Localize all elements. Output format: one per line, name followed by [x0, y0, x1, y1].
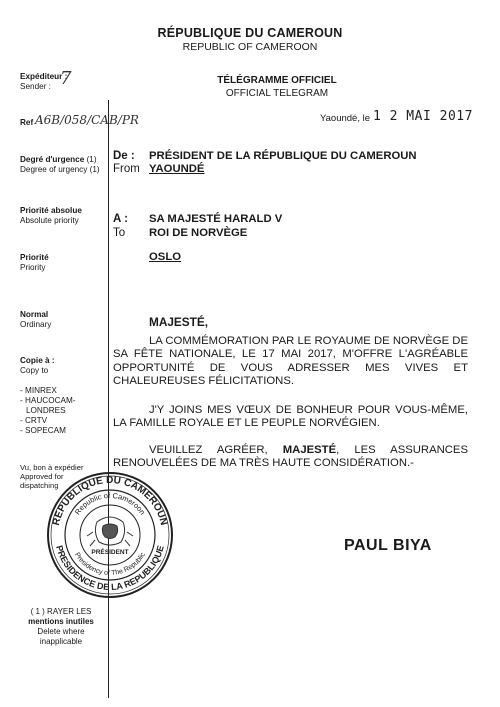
approved-en-2: dispatching: [20, 481, 59, 490]
salutation: MAJESTÉ,: [149, 315, 208, 329]
footer-line-4: inapplicable: [39, 637, 83, 646]
to-label-fr: A :: [113, 213, 128, 225]
dateline-date-stamp: 1 2 MAI 2017: [373, 109, 473, 124]
telegram-title-fr: TÉLÉGRAMME OFFICIEL: [217, 75, 337, 86]
signature-name: PAUL BIYA: [344, 537, 432, 554]
seal-inner-top-text: Republic of Cameroon: [72, 490, 148, 517]
to-line-2: ROI DE NORVÈGE: [149, 227, 248, 239]
footer-line-1: ( 1 ) RAYER LES: [30, 607, 92, 616]
absolute-priority-fr: Priorité absolue: [20, 206, 82, 215]
country-title-fr: RÉPUBLIQUE DU CAMEROUN: [157, 26, 343, 40]
normal-fr: Normal: [20, 310, 49, 319]
copy-to-fr: Copie à :: [20, 356, 55, 365]
seal-outer-bottom-text: PRESIDENCE DE LA REPUBLIQUE: [54, 544, 166, 593]
from-label-en: From: [113, 163, 140, 175]
approved-en-1: Approved for: [20, 472, 64, 481]
message-paragraph-3: [113, 444, 468, 471]
urgency-label-en: Degree of urgency: [20, 165, 88, 174]
message-paragraph-1: LA COMMÉMORATION PAR LE ROYAUME DE NORVÈGE DE SA FÊTE NATIONALE, LE 17 MAI 2017, M'OFFRE L'AGRÉABLE OPPORTUNITÉ DE VOUS ADRESSER MES VIVES ET CHALEUREUSES FÉLICITATIONS.: [113, 335, 468, 388]
seal-center-text: PRÉSIDENT: [91, 549, 129, 556]
copy-item: - CRTV: [20, 416, 48, 425]
copy-item: - SOPECAM: [20, 426, 66, 435]
dateline-prefix: Yaoundé, le: [320, 113, 371, 124]
urgency-label-fr: Degré d'urgence: [20, 155, 85, 164]
message-paragraph-2: J'Y JOINS MES VŒUX DE BONHEUR POUR VOUS-MÊME, LA FAMILLE ROYALE ET LE PEUPLE NORVÉGIEN.: [113, 404, 468, 430]
closing-part-c: , LES ASSURANCES RENOUVELÉES DE MA TRÈS HAUTE CONSIDÉRATION.-: [113, 444, 468, 470]
footer-line-3: Delete where: [37, 627, 85, 636]
seal-inner-bottom-text: Presidency of The Republic: [73, 551, 147, 578]
presidential-seal: [45, 470, 175, 600]
footer-line-2: mentions inutiles: [28, 617, 94, 626]
seal-outer-top-text: REPUBLIQUE DU CAMEROUN: [50, 474, 170, 527]
approved-fr: Vu, bon à expédier: [20, 463, 84, 472]
closing-majeste: MAJESTÉ: [282, 444, 337, 456]
telegram-title-en: OFFICIAL TELEGRAM: [225, 88, 329, 99]
priority-fr: Priorité: [20, 253, 49, 262]
urgency-note-en: (1): [89, 165, 100, 174]
priority-en: Priority: [20, 263, 46, 272]
urgency-note: (1): [86, 155, 97, 164]
margin-divider: [108, 100, 109, 698]
ref-label: Ref: [20, 118, 34, 127]
to-label-en: To: [113, 227, 126, 239]
normal-en: Ordinary: [20, 320, 52, 329]
from-line-1: PRÉSIDENT DE LA RÉPUBLIQUE DU CAMEROUN: [149, 150, 417, 162]
ref-handwritten-value: A6B/058/CAB/PR: [35, 113, 139, 127]
sender-handwritten-mark: 7: [60, 68, 72, 89]
seal-emblem-icon: [87, 517, 133, 546]
copy-item: - HAUCOCAM-: [20, 396, 76, 405]
from-line-2: YAOUNDÉ: [149, 163, 205, 175]
sender-label-fr: Expéditeur :: [20, 72, 68, 81]
country-title-en: REPUBLIC OF CAMEROON: [182, 41, 318, 53]
copy-to-en: Copy to: [20, 366, 49, 375]
closing-part-a: VEUILLEZ AGRÉER,: [149, 444, 268, 456]
sender-label-en: Sender :: [20, 82, 51, 91]
from-label-fr: De :: [113, 150, 135, 162]
copy-item: LONDRES: [26, 406, 66, 415]
copy-item: - MINREX: [20, 386, 57, 395]
svg-text:Republic of Cameroon: [73, 491, 147, 517]
to-line-1: SA MAJESTÉ HARALD V: [149, 213, 283, 225]
to-line-3: OSLO: [149, 251, 182, 263]
absolute-priority-en: Absolute priority: [20, 216, 79, 225]
